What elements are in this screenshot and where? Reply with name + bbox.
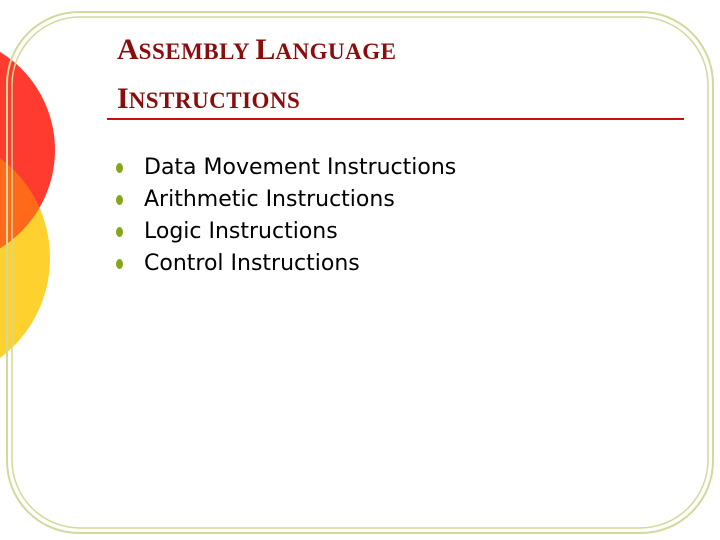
- bullet-text: Logic Instructions: [144, 219, 338, 244]
- red-circle-shape: [0, 35, 55, 265]
- bullet-item: [115, 216, 456, 248]
- title-line-1: [117, 28, 637, 77]
- title-word-anguage: ANGUAGE: [275, 39, 397, 64]
- slide-title: [117, 28, 637, 126]
- title-underline-rule: [107, 118, 684, 120]
- title-initial-l: L: [255, 33, 276, 66]
- title-word-nstructions: NSTRUCTIONS: [128, 88, 301, 113]
- title-word-ssembly: SSEMBLY: [138, 39, 256, 64]
- bullet-dot-icon: [116, 259, 123, 269]
- orange-overlap-shape: [0, 133, 50, 383]
- bullet-dot-icon: [116, 195, 123, 205]
- bullet-item: [115, 184, 456, 216]
- title-initial-i: I: [117, 82, 129, 115]
- bullet-text: Control Instructions: [144, 251, 360, 276]
- bullet-item: [115, 248, 456, 280]
- bullet-dot-icon: [116, 163, 123, 173]
- title-initial-a: A: [117, 33, 139, 66]
- bullet-item: [115, 152, 456, 184]
- bullet-list: [115, 152, 456, 280]
- bullet-text: Data Movement Instructions: [144, 155, 457, 180]
- bullet-text: Arithmetic Instructions: [144, 187, 395, 212]
- yellow-circle-shape: [0, 133, 50, 383]
- bullet-dot-icon: [116, 227, 123, 237]
